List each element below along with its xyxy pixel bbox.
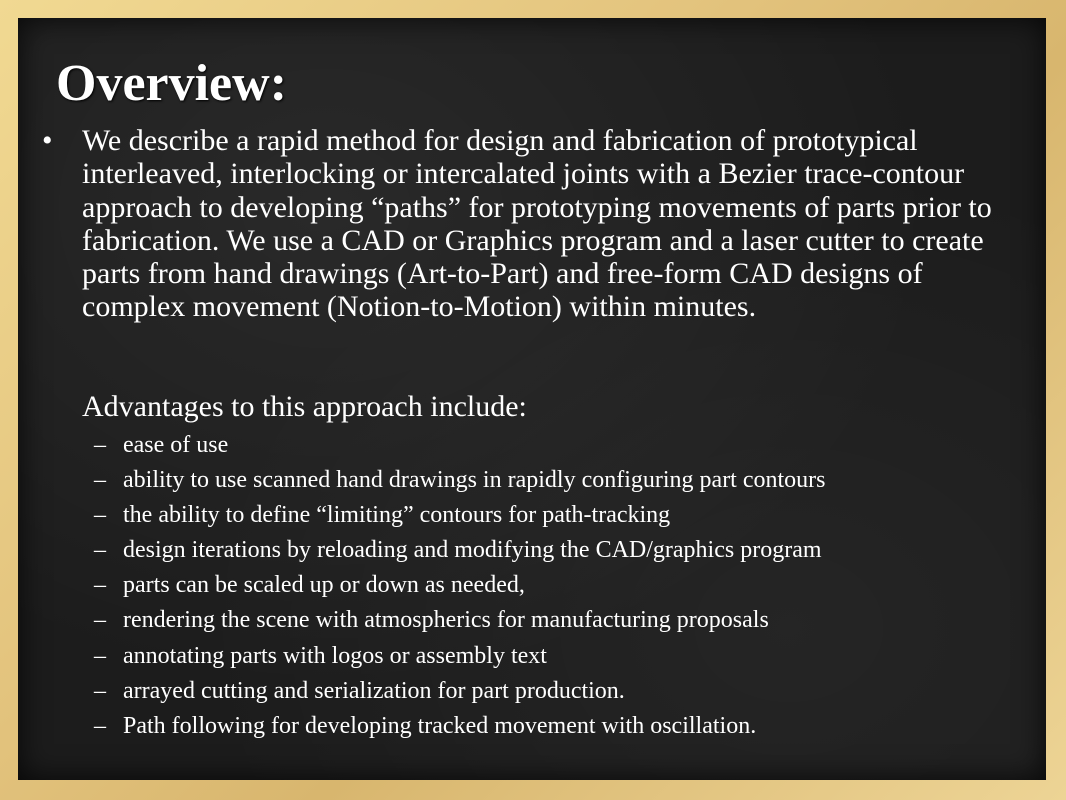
advantage-item bbox=[94, 533, 1034, 568]
advantages-list bbox=[94, 428, 1034, 744]
advantage-item bbox=[94, 568, 1034, 603]
advantage-item bbox=[94, 603, 1034, 638]
advantage-text: rendering the scene with atmospherics for manufacturing proposals bbox=[123, 607, 769, 634]
advantage-text: the ability to define “limiting” contours for path-tracking bbox=[123, 502, 671, 529]
bullet-dot-icon: • bbox=[42, 124, 53, 157]
advantage-text: design iterations by reloading and modifying the CAD/graphics program bbox=[123, 537, 822, 564]
dash-icon: – bbox=[94, 677, 106, 704]
advantage-text: parts can be scaled up or down as needed, bbox=[123, 572, 525, 599]
advantage-text: Path following for developing tracked movement with oscillation. bbox=[123, 712, 757, 739]
dash-icon: – bbox=[94, 467, 106, 494]
advantage-text: annotating parts with logos or assembly text bbox=[123, 642, 547, 669]
advantage-item bbox=[94, 498, 1034, 533]
slide-title: Overview: bbox=[56, 55, 288, 112]
advantage-text: ease of use bbox=[123, 432, 229, 458]
advantage-item bbox=[94, 709, 1034, 744]
advantage-item bbox=[94, 428, 1034, 463]
advantage-text: arrayed cutting and serialization for part production. bbox=[123, 677, 625, 704]
overview-paragraph: We describe a rapid method for design and fabrication of prototypical interleaved, interlocking or intercalated joints with a Bezier trace-contour approach to developing “paths” for prototyping movements of parts prior to fabrication. We use a CAD or Graphics program and a laser cutter to create parts from hand drawings (Art-to-Part) and free-form CAD designs of complex movement (Notion-to-Motion) within minutes. bbox=[82, 124, 992, 324]
advantages-heading: Advantages to this approach include: bbox=[82, 390, 527, 423]
dash-icon: – bbox=[94, 537, 106, 564]
dash-icon: – bbox=[94, 607, 106, 634]
advantage-item bbox=[94, 463, 1034, 498]
dash-icon: – bbox=[94, 432, 106, 458]
advantage-text: ability to use scanned hand drawings in rapidly configuring part contours bbox=[123, 467, 826, 494]
dash-icon: – bbox=[94, 712, 106, 739]
dash-icon: – bbox=[94, 502, 106, 529]
advantage-item bbox=[94, 639, 1034, 674]
dash-icon: – bbox=[94, 642, 106, 669]
dash-icon: – bbox=[94, 572, 106, 599]
chalkboard-slide bbox=[18, 18, 1046, 780]
advantage-item bbox=[94, 674, 1034, 709]
